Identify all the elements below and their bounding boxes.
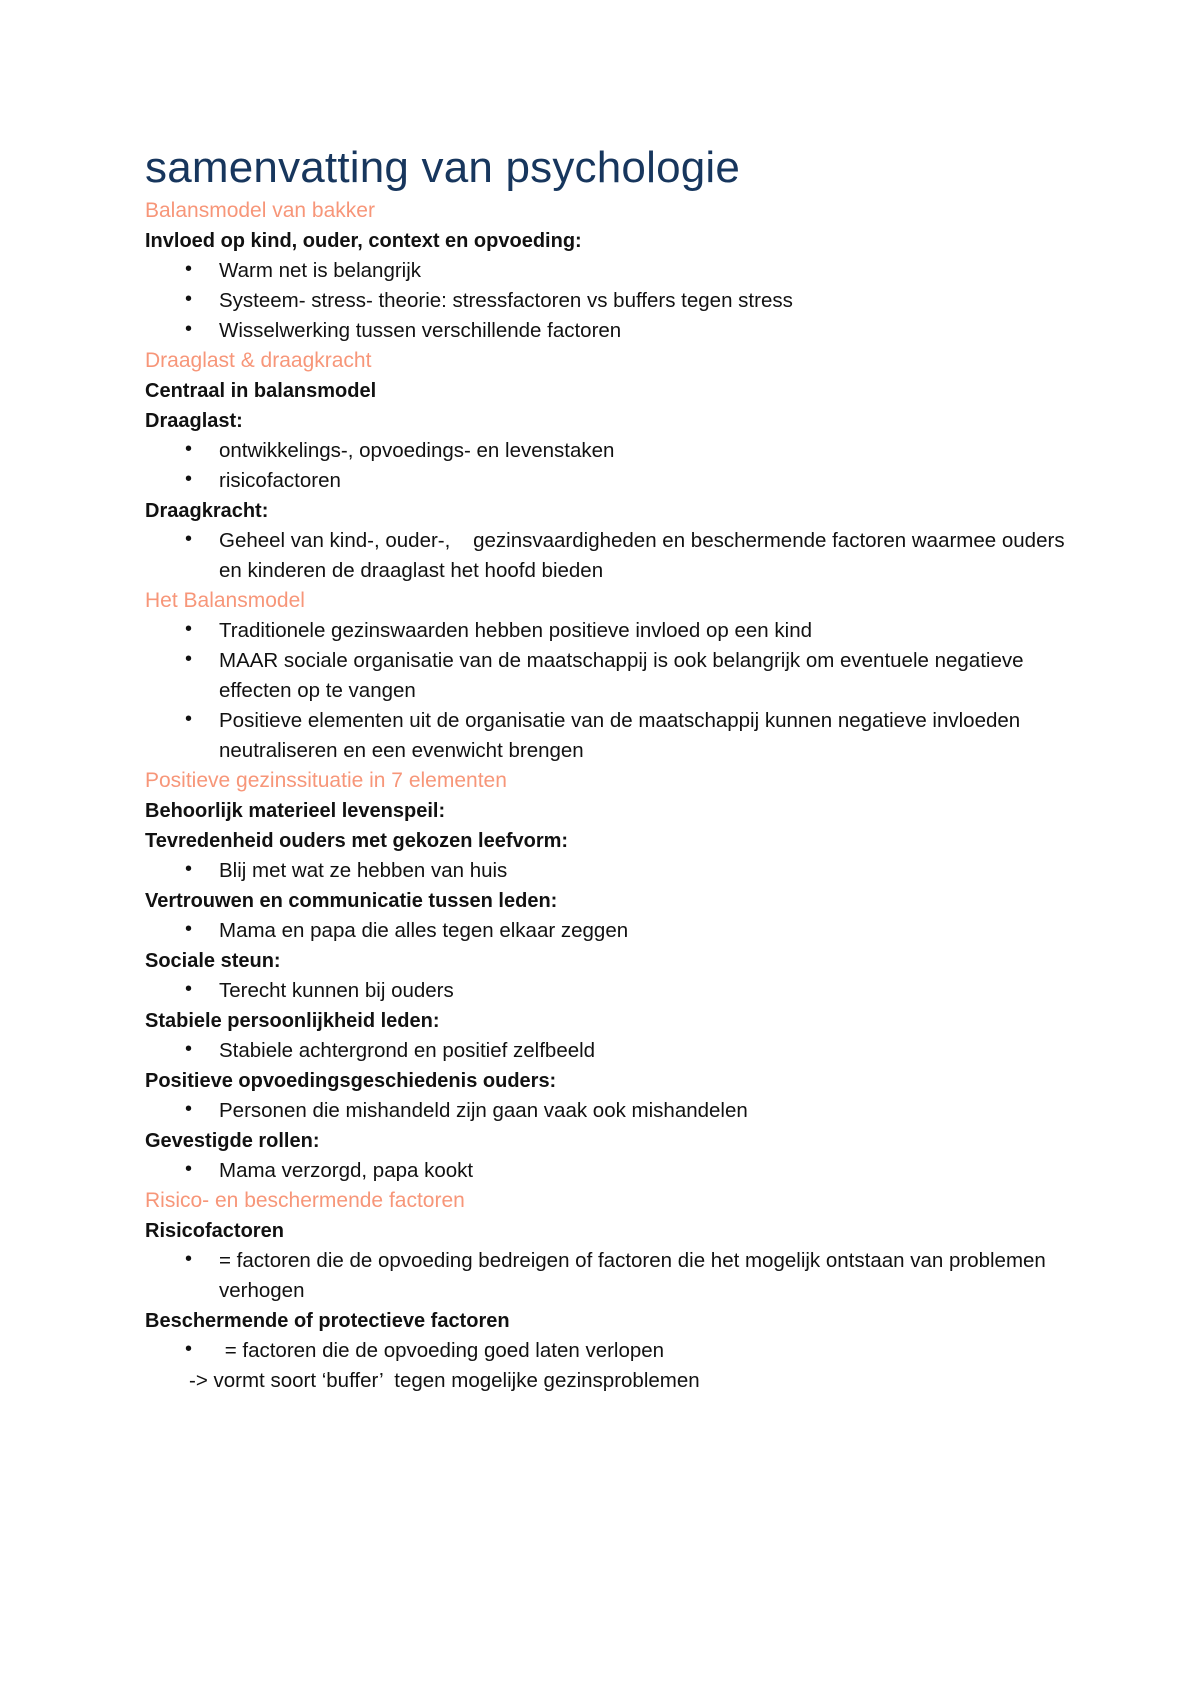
bullet-icon: • — [185, 618, 193, 640]
bullet-icon: • — [185, 288, 193, 310]
section-heading-het-balansmodel: Het Balansmodel — [145, 589, 305, 612]
bullet-list — [145, 616, 1075, 766]
bullet-list — [145, 436, 1075, 496]
list-item: • Geheel van kind-, ouder-, gezinsvaardigheden en beschermende factoren waarmee ouders en kinderen de draaglast het hoofd bieden — [185, 528, 1071, 582]
label-vertrouwen: Vertrouwen en communicatie tussen leden: — [145, 890, 558, 912]
list-item: • Stabiele achtergrond en positief zelfbeeld — [185, 1038, 596, 1062]
bullet-icon: • — [185, 1338, 193, 1360]
bullet-icon: • — [185, 528, 193, 550]
section-heading-draaglast: Draaglast & draagkracht — [145, 349, 372, 372]
bullet-icon: • — [185, 1038, 193, 1060]
list-item: • = factoren die de opvoeding bedreigen of factoren die het mogelijk ontstaan van problemen verhogen — [185, 1248, 1046, 1302]
label-beschermende-factoren: Beschermende of protectieve factoren — [145, 1310, 510, 1332]
bullet-list — [145, 976, 1075, 1006]
bullet-list — [145, 916, 1075, 946]
list-item: • Mama verzorgd, papa kookt — [185, 1158, 474, 1182]
bullet-icon: • — [185, 648, 193, 670]
label-stabiele-persoonlijkheid: Stabiele persoonlijkheid leden: — [145, 1010, 440, 1032]
bullet-list — [145, 526, 1075, 586]
bullet-icon: • — [185, 858, 193, 880]
bullet-icon: • — [185, 978, 193, 1000]
bullet-icon: • — [185, 918, 193, 940]
list-item: • Warm net is belangrijk — [185, 258, 422, 282]
list-item: • Wisselwerking tussen verschillende factoren — [185, 318, 622, 342]
label-sociale-steun: Sociale steun: — [145, 950, 281, 972]
list-item: • Blij met wat ze hebben van huis — [185, 858, 508, 882]
section-heading-positieve-gezinssituatie: Positieve gezinssituatie in 7 elementen — [145, 769, 507, 792]
document-page — [145, 140, 1075, 1396]
list-item: • Personen die mishandeld zijn gaan vaak ook mishandelen — [185, 1098, 748, 1122]
bullet-icon: • — [185, 1248, 193, 1270]
list-item: • Systeem- stress- theorie: stressfactoren vs buffers tegen stress — [185, 288, 793, 312]
label-draaglast: Draaglast: — [145, 410, 243, 432]
page-title: samenvatting van psychologie — [145, 143, 741, 192]
bullet-icon: • — [185, 1098, 193, 1120]
list-item: • Mama en papa die alles tegen elkaar zeggen — [185, 918, 629, 942]
bullet-list — [145, 1156, 1075, 1186]
bullet-list — [145, 1336, 1075, 1366]
bullet-icon: • — [185, 438, 193, 460]
label-gevestigde-rollen: Gevestigde rollen: — [145, 1130, 320, 1152]
bullet-icon: • — [185, 708, 193, 730]
list-item: • = factoren die de opvoeding goed laten verlopen — [185, 1338, 665, 1362]
bullet-icon: • — [185, 1158, 193, 1180]
section-heading-risico: Risico- en beschermende factoren — [145, 1189, 465, 1212]
list-item: • MAAR sociale organisatie van de maatschappij is ook belangrijk om eventuele negatieve effecten op te vangen — [185, 648, 1024, 702]
label-tevredenheid: Tevredenheid ouders met gekozen leefvorm: — [145, 830, 569, 852]
bullet-list — [145, 1246, 1075, 1306]
buffer-note: -> vormt soort ‘buffer’ tegen mogelijke gezinsproblemen — [189, 1369, 700, 1392]
bullet-icon: • — [185, 258, 193, 280]
label-invloed: Invloed op kind, ouder, context en opvoeding: — [145, 230, 582, 252]
label-risicofactoren: Risicofactoren — [145, 1220, 284, 1242]
list-item: • ontwikkelings-, opvoedings- en levenstaken — [185, 438, 615, 462]
bullet-list — [145, 1096, 1075, 1126]
label-levenspeil: Behoorlijk materieel levenspeil: — [145, 800, 446, 822]
bullet-icon: • — [185, 318, 193, 340]
label-draagkracht: Draagkracht: — [145, 500, 269, 522]
section-heading-balansmodel-bakker: Balansmodel van bakker — [145, 199, 375, 222]
list-item: • Positieve elementen uit de organisatie van de maatschappij kunnen negatieve invloeden neutraliseren en een evenwicht brengen — [185, 708, 1021, 762]
list-item: • risicofactoren — [185, 468, 341, 492]
label-opvoedingsgeschiedenis: Positieve opvoedingsgeschiedenis ouders: — [145, 1070, 557, 1092]
bullet-list — [145, 856, 1075, 886]
bullet-icon: • — [185, 468, 193, 490]
list-item: • Terecht kunnen bij ouders — [185, 978, 454, 1002]
label-centraal: Centraal in balansmodel — [145, 380, 377, 402]
list-item: • Traditionele gezinswaarden hebben positieve invloed op een kind — [185, 618, 813, 642]
bullet-list — [145, 256, 1075, 346]
bullet-list — [145, 1036, 1075, 1066]
